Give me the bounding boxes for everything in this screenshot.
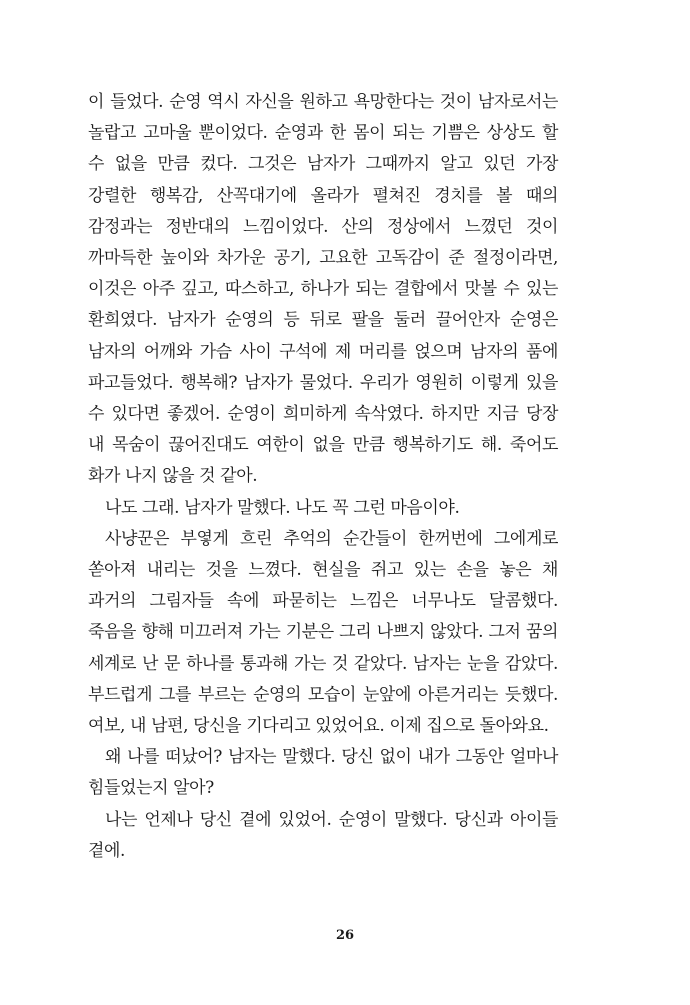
- paragraph-4: 왜 나를 떠났어? 남자는 말했다. 당신 없이 내가 그동안 얼마나 힘들었는지 알아?: [88, 747, 558, 799]
- paragraph-2: 나도 그래. 남자가 말했다. 나도 꼭 그런 마음이야.: [105, 497, 460, 518]
- page-number: 26: [335, 928, 355, 943]
- paragraph-5: 나는 언제나 당신 곁에 있었어. 순영이 말했다. 당신과 아이들 곁에.: [88, 809, 558, 861]
- paragraph-1: 이 들었다. 순영 역시 자신을 원하고 욕망한다는 것이 남자로서는 놀랍고 고마울 뿐이었다. 순영과 한 몸이 되는 기쁨은 상상도 할 수 없을 만큼 컸다. 그것은 남자가 그때까지 알고 있던 가장 강렬한 행복감, 산꼭대기에 올라가 펼쳐진 경치를 볼 때의 감정과는 정반대의 느낌이었다. 산의 정상에서 느꼈던 것이 까마득한 높이와 차가운 공기, 고요한 고독감이 준 절정이라면, 이것은 아주 깊고, 따스하고, 하나가 되는 결합에서 맛볼 수 있는 환희였다. 남자가 순영의 등 뒤로 팔을 둘러 끌어안자 순영은 남자의 어깨와 가슴 사이 구석에 제 머리를 얹으며 남자의 품에 파고들었다. 행복해? 남자가 물었다. 우리가 영원히 이렇게 있을 수 있다면 좋겠어. 순영이 희미하게 속삭였다. 하지만 지금 당장 내 목숨이 끊어진대도 여한이 없을 만큼 행복하기도 해. 죽어도 화가 나지 않을 것 같아.: [88, 92, 558, 487]
- paragraph-3: 사냥꾼은 부옇게 흐린 추억의 순간들이 한꺼번에 그에게로 쏟아져 내리는 것을 느꼈다. 현실을 쥐고 있는 손을 놓은 채 과거의 그림자들 속에 파묻히는 느낌은 너무나도 달콤했다. 죽음을 향해 미끄러져 가는 기분은 그리 나쁘지 않았다. 그저 꿈의 세계로 난 문 하나를 통과해 가는 것 같았다. 남자는 눈을 감았다. 부드럽게 그를 부르는 순영의 모습이 눈앞에 아른거리는 듯했다. 여보, 내 남편, 당신을 기다리고 있었어요. 이제 집으로 돌아와요.: [88, 528, 558, 737]
- body-text: [88, 87, 558, 867]
